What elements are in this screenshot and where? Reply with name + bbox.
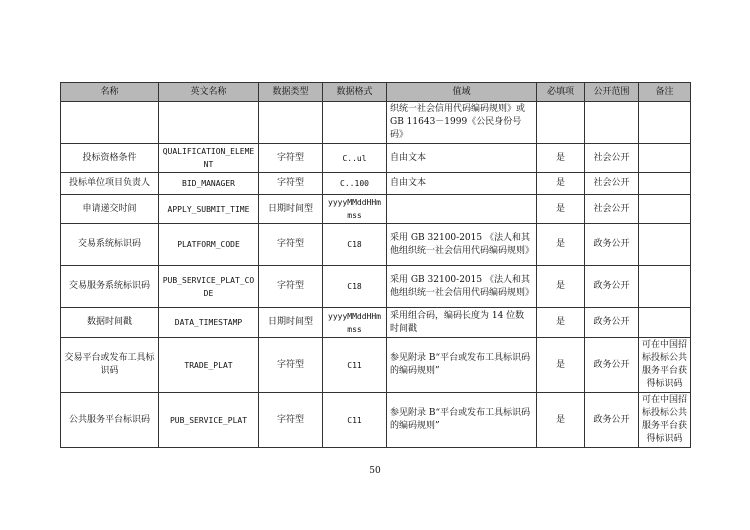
cell-english-name <box>159 102 259 144</box>
cell-english-name: PLATFORM_CODE <box>159 224 259 266</box>
cell-scope: 社会公开 <box>585 173 639 195</box>
cell-required: 是 <box>537 393 585 448</box>
cell-scope: 政务公开 <box>585 338 639 393</box>
cell-data-type: 字符型 <box>259 173 323 195</box>
cell-required: 是 <box>537 144 585 173</box>
cell-english-name: DATA_TIMESTAMP <box>159 308 259 338</box>
cell-english-name: PUB_SERVICE_PLAT <box>159 393 259 448</box>
cell-remark <box>639 308 691 338</box>
table-row <box>61 102 691 144</box>
cell-scope: 社会公开 <box>585 144 639 173</box>
table-row <box>61 195 691 224</box>
cell-scope: 政务公开 <box>585 224 639 266</box>
cell-english-name: QUALIFICATION_ELEMENT <box>159 144 259 173</box>
cell-value-domain: 自由文本 <box>387 173 537 195</box>
cell-value-domain: 参见附录 B“平台或发布工具标识码的编码规则” <box>387 338 537 393</box>
cell-required: 是 <box>537 338 585 393</box>
cell-required <box>537 102 585 144</box>
cell-name: 交易平台或发布工具标识码 <box>61 338 159 393</box>
cell-remark <box>639 144 691 173</box>
cell-remark <box>639 266 691 308</box>
cell-data-format: C18 <box>323 266 387 308</box>
cell-data-format: C11 <box>323 393 387 448</box>
cell-data-type: 日期时间型 <box>259 195 323 224</box>
header-name: 名称 <box>61 83 159 102</box>
cell-data-format: yyyyMMddHHmmss <box>323 308 387 338</box>
cell-name: 交易服务系统标识码 <box>61 266 159 308</box>
cell-required: 是 <box>537 195 585 224</box>
cell-value-domain: 参见附录 B“平台或发布工具标识码的编码规则” <box>387 393 537 448</box>
cell-remark: 可在中国招标投标公共服务平台获得标识码 <box>639 338 691 393</box>
cell-data-type: 字符型 <box>259 266 323 308</box>
cell-data-type <box>259 102 323 144</box>
header-english-name: 英文名称 <box>159 83 259 102</box>
header-data-type: 数据类型 <box>259 83 323 102</box>
cell-data-format: C11 <box>323 338 387 393</box>
cell-data-format: yyyyMMddHHmmss <box>323 195 387 224</box>
cell-scope: 政务公开 <box>585 266 639 308</box>
header-value-domain: 值域 <box>387 83 537 102</box>
cell-remark <box>639 195 691 224</box>
table-row <box>61 266 691 308</box>
cell-english-name: APPLY_SUBMIT_TIME <box>159 195 259 224</box>
cell-name <box>61 102 159 144</box>
cell-name: 投标单位项目负责人 <box>61 173 159 195</box>
cell-name: 投标资格条件 <box>61 144 159 173</box>
cell-scope: 社会公开 <box>585 195 639 224</box>
cell-name: 公共服务平台标识码 <box>61 393 159 448</box>
cell-name: 交易系统标识码 <box>61 224 159 266</box>
table-row <box>61 393 691 448</box>
table-header-row <box>61 83 691 102</box>
cell-data-format <box>323 102 387 144</box>
cell-remark <box>639 224 691 266</box>
cell-data-type: 日期时间型 <box>259 308 323 338</box>
cell-name: 申请递交时间 <box>61 195 159 224</box>
cell-data-format: C..100 <box>323 173 387 195</box>
cell-remark <box>639 173 691 195</box>
table-row <box>61 224 691 266</box>
cell-data-format: C18 <box>323 224 387 266</box>
cell-required: 是 <box>537 266 585 308</box>
cell-value-domain <box>387 195 537 224</box>
header-remark: 备注 <box>639 83 691 102</box>
cell-scope: 政务公开 <box>585 393 639 448</box>
cell-data-type: 字符型 <box>259 144 323 173</box>
cell-scope <box>585 102 639 144</box>
page-number: 50 <box>369 466 381 476</box>
cell-data-type: 字符型 <box>259 338 323 393</box>
cell-name: 数据时间戳 <box>61 308 159 338</box>
cell-required: 是 <box>537 308 585 338</box>
cell-value-domain: 自由文本 <box>387 144 537 173</box>
cell-value-domain: 采用 GB 32100-2015 《法人和其他组织统一社会信用代码编码规则》 <box>387 266 537 308</box>
cell-data-format: C..ul <box>323 144 387 173</box>
cell-data-type: 字符型 <box>259 393 323 448</box>
cell-required: 是 <box>537 173 585 195</box>
data-element-table <box>60 82 691 448</box>
cell-english-name: BID_MANAGER <box>159 173 259 195</box>
cell-remark: 可在中国招标投标公共服务平台获得标识码 <box>639 393 691 448</box>
cell-scope: 政务公开 <box>585 308 639 338</box>
cell-data-type: 字符型 <box>259 224 323 266</box>
header-required: 必填项 <box>537 83 585 102</box>
cell-remark <box>639 102 691 144</box>
cell-required: 是 <box>537 224 585 266</box>
header-scope: 公开范围 <box>585 83 639 102</box>
cell-value-domain: 采用组合码，编码长度为 14 位数时间戳 <box>387 308 537 338</box>
table-row <box>61 173 691 195</box>
table-row <box>61 308 691 338</box>
cell-value-domain: 织统一社会信用代码编码规则》或 GB 11643－1999《公民身份号码》 <box>387 102 537 144</box>
cell-value-domain: 采用 GB 32100-2015 《法人和其他组织统一社会信用代码编码规则》 <box>387 224 537 266</box>
table-row <box>61 338 691 393</box>
header-data-format: 数据格式 <box>323 83 387 102</box>
table-row <box>61 144 691 173</box>
cell-english-name: TRADE_PLAT <box>159 338 259 393</box>
cell-english-name: PUB_SERVICE_PLAT_CODE <box>159 266 259 308</box>
